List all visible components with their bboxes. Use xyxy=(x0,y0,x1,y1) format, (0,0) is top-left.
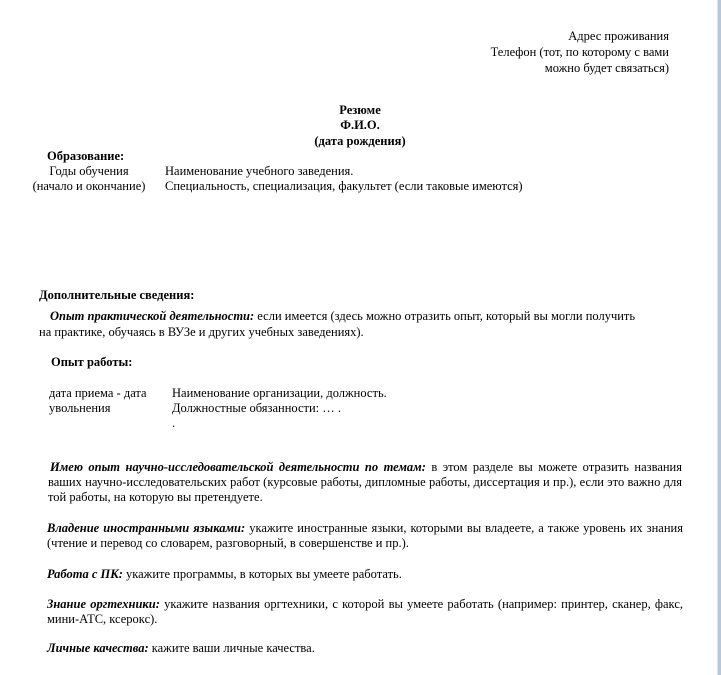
pc-label: Работа с ПК: xyxy=(47,567,123,581)
window-frame-edge-inner xyxy=(717,0,718,675)
phone-line-1: Телефон (тот, по которому с вами xyxy=(490,45,669,59)
practical-text-2: на практике, обучаясь в ВУЗе и других учебных заведениях). xyxy=(39,325,364,339)
work-dot: . xyxy=(172,416,176,430)
practical-label: Опыт практической деятельности: xyxy=(50,309,255,323)
education-institution: Наименование учебного заведения. xyxy=(165,164,354,178)
education-specialty: Специальность, специализация, факультет (если таковые имеются) xyxy=(165,179,523,193)
research-label: Имею опыт научно-исследовательской деятельности по темам: xyxy=(50,460,426,474)
work-dates-line1: дата приема - дата xyxy=(49,386,147,400)
personal-text: кажите ваши личные качества. xyxy=(148,641,315,655)
address-line: Адрес проживания xyxy=(568,29,669,43)
education-heading: Образование: xyxy=(47,149,125,163)
personal-paragraph xyxy=(47,641,315,656)
pc-paragraph xyxy=(47,567,402,582)
work-heading: Опыт работы: xyxy=(51,355,133,369)
research-paragraph xyxy=(48,460,682,505)
additional-heading: Дополнительные сведения: xyxy=(39,288,195,302)
office-text: укажите названия оргтехники, с которой вы умеете работать (например: принтер, сканер, факс, мини-АТС, ксерокс). xyxy=(47,597,683,626)
languages-paragraph xyxy=(47,521,683,551)
birthdate-line: (дата рождения) xyxy=(314,134,406,148)
office-label: Знание оргтехники: xyxy=(47,597,160,611)
office-paragraph xyxy=(47,597,683,627)
research-text: в этом разделе вы можете отразить названия ваших научно-исследовательских работ (курсовые работы, дипломные работы, диссертация и пр.), если это важно для той работы, на которую вы претендуете. xyxy=(48,460,682,504)
work-duties: Должностные обязанности: … . xyxy=(172,401,342,415)
resume-title: Резюме xyxy=(339,103,381,117)
phone-line-2: можно будет связаться) xyxy=(544,61,669,75)
education-years-line2: (начало и окончание) xyxy=(32,179,146,193)
practical-text-1: если имеется (здесь можно отразить опыт, который вы могли получить xyxy=(254,309,636,323)
work-dates-line2: увольнения xyxy=(49,401,111,415)
education-years-line1: Годы обучения xyxy=(49,164,129,178)
work-organization: Наименование организации, должность. xyxy=(172,386,387,400)
languages-label: Владение иностранными языками: xyxy=(47,521,246,535)
fio-line: Ф.И.О. xyxy=(340,118,380,132)
personal-label: Личные качества: xyxy=(47,641,149,655)
languages-text: укажите иностранные языки, которыми вы владеете, а также уровень их знания (чтение и перевод со словарем, разговорный, в совершенстве и пр.). xyxy=(47,521,683,550)
practical-line1 xyxy=(50,309,635,324)
pc-text: укажите программы, в которых вы умеете работать. xyxy=(122,567,402,581)
